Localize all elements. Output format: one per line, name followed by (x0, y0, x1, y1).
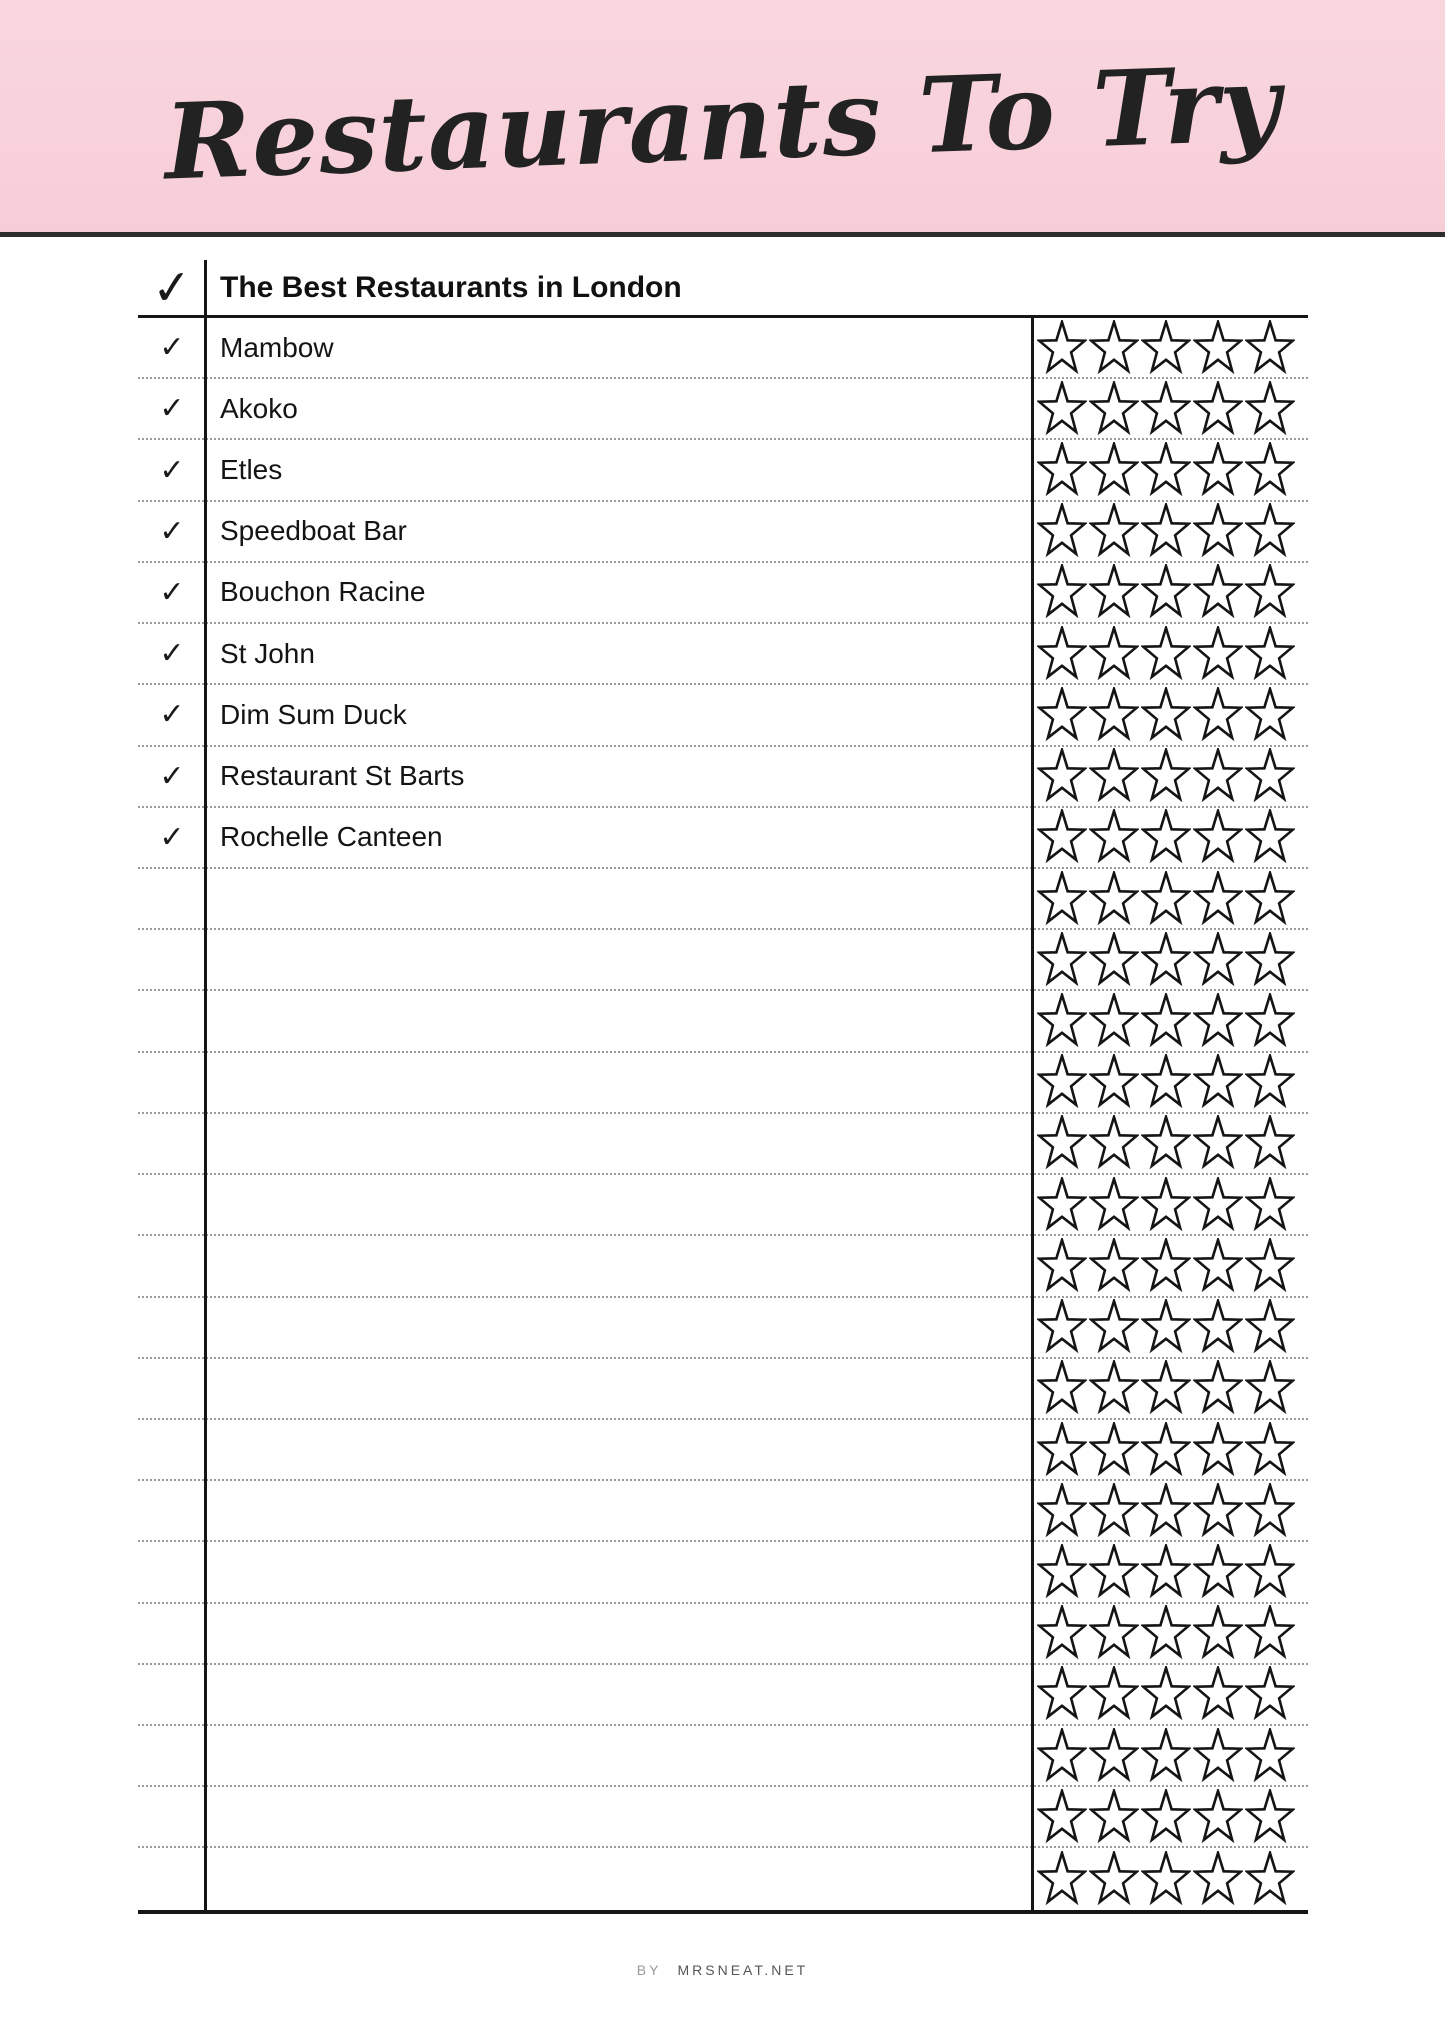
star-icon (1245, 381, 1295, 437)
star-icon (1037, 1238, 1087, 1294)
star-icon (1089, 503, 1139, 559)
rating-stars (1033, 1175, 1308, 1234)
star-icon (1193, 809, 1243, 865)
star-icon (1037, 1177, 1087, 1233)
star-icon (1245, 1483, 1295, 1539)
star-icon (1193, 1789, 1243, 1845)
row-checkmark-icon (138, 1787, 206, 1846)
star-icon (1037, 809, 1087, 865)
star-icon (1245, 1666, 1295, 1722)
rating-stars (1033, 747, 1308, 806)
list-item (138, 808, 1308, 869)
restaurant-name (206, 1665, 1033, 1724)
list-item (138, 563, 1308, 624)
rating-stars (1033, 1848, 1308, 1909)
row-checkmark-icon (138, 1175, 206, 1234)
star-icon (1141, 1299, 1191, 1355)
star-icon (1193, 1299, 1243, 1355)
star-icon (1089, 687, 1139, 743)
row-checkmark-icon (138, 1236, 206, 1295)
row-checkmark-icon (138, 1298, 206, 1357)
star-icon (1089, 748, 1139, 804)
restaurant-name (206, 930, 1033, 989)
list-item (138, 869, 1308, 930)
list-item (138, 1726, 1308, 1787)
star-icon (1193, 1483, 1243, 1539)
star-icon (1037, 381, 1087, 437)
list-item (138, 1542, 1308, 1603)
star-icon (1141, 1483, 1191, 1539)
star-icon (1245, 871, 1295, 927)
star-icon (1245, 687, 1295, 743)
star-icon (1141, 809, 1191, 865)
star-icon (1141, 687, 1191, 743)
restaurant-name (206, 1848, 1033, 1909)
star-icon (1089, 1238, 1139, 1294)
rating-stars (1033, 1787, 1308, 1846)
star-icon (1141, 1238, 1191, 1294)
row-checkmark-icon (138, 1114, 206, 1173)
row-checkmark-icon (138, 1359, 206, 1418)
footer-site-label: MRSNEAT.NET (677, 1962, 809, 1978)
star-icon (1245, 503, 1295, 559)
star-icon (1245, 1299, 1295, 1355)
star-icon (1089, 1728, 1139, 1784)
rating-stars (1033, 379, 1308, 438)
list-item (138, 991, 1308, 1052)
star-icon (1089, 1789, 1139, 1845)
star-icon (1141, 626, 1191, 682)
list-item (138, 1848, 1308, 1909)
star-icon (1037, 564, 1087, 620)
header-checkmark-icon: ✓ (149, 258, 195, 317)
star-icon (1089, 1851, 1139, 1907)
rating-stars (1033, 685, 1308, 744)
list-item (138, 1298, 1308, 1359)
star-icon (1037, 993, 1087, 1049)
row-checkmark-icon (138, 1726, 206, 1785)
restaurant-checklist (138, 260, 1308, 1914)
star-icon (1089, 1299, 1139, 1355)
list-item (138, 1053, 1308, 1114)
star-icon (1089, 320, 1139, 376)
star-icon (1193, 1422, 1243, 1478)
star-icon (1037, 626, 1087, 682)
rating-stars (1033, 869, 1308, 928)
list-item (138, 685, 1308, 746)
page-title: Restaurants To Try (162, 41, 1283, 203)
restaurant-name (206, 1420, 1033, 1479)
star-icon (1193, 1360, 1243, 1416)
star-icon (1089, 871, 1139, 927)
rating-column-divider (1031, 318, 1034, 1914)
star-icon (1037, 1115, 1087, 1171)
rating-stars (1033, 624, 1308, 683)
star-icon (1193, 932, 1243, 988)
list-item (138, 1787, 1308, 1848)
star-icon (1141, 1666, 1191, 1722)
star-icon (1245, 1360, 1295, 1416)
star-icon (1193, 993, 1243, 1049)
star-icon (1037, 687, 1087, 743)
restaurant-name (206, 1604, 1033, 1663)
row-checkmark-icon: ✓ (159, 391, 185, 427)
restaurant-name: Dim Sum Duck (220, 698, 407, 730)
star-icon (1141, 1544, 1191, 1600)
row-checkmark-icon: ✓ (159, 574, 185, 610)
star-icon (1193, 748, 1243, 804)
restaurant-name (206, 1726, 1033, 1785)
star-icon (1193, 442, 1243, 498)
list-item (138, 1175, 1308, 1236)
star-icon (1037, 932, 1087, 988)
restaurant-name: St John (220, 637, 315, 669)
star-icon (1141, 1789, 1191, 1845)
star-icon (1037, 320, 1087, 376)
star-icon (1141, 871, 1191, 927)
list-item (138, 1114, 1308, 1175)
row-checkmark-icon (138, 1420, 206, 1479)
star-icon (1037, 1728, 1087, 1784)
star-icon (1245, 564, 1295, 620)
row-checkmark-icon (138, 991, 206, 1050)
star-icon (1193, 503, 1243, 559)
star-icon (1089, 626, 1139, 682)
list-item (138, 379, 1308, 440)
star-icon (1245, 1054, 1295, 1110)
row-checkmark-icon (138, 869, 206, 928)
star-icon (1193, 1728, 1243, 1784)
restaurant-name (206, 1114, 1033, 1173)
star-icon (1089, 381, 1139, 437)
star-icon (1089, 1177, 1139, 1233)
star-icon (1193, 1544, 1243, 1600)
restaurant-name: Etles (220, 454, 283, 486)
star-icon (1141, 1360, 1191, 1416)
rating-stars (1033, 318, 1308, 377)
star-icon (1141, 1422, 1191, 1478)
star-icon (1193, 1054, 1243, 1110)
row-checkmark-icon (138, 1848, 206, 1909)
star-icon (1141, 564, 1191, 620)
star-icon (1245, 932, 1295, 988)
star-icon (1037, 1544, 1087, 1600)
row-checkmark-icon: ✓ (159, 330, 185, 366)
star-icon (1089, 1544, 1139, 1600)
rating-stars (1033, 502, 1308, 561)
star-icon (1245, 1177, 1295, 1233)
star-icon (1245, 1544, 1295, 1600)
star-icon (1193, 1177, 1243, 1233)
restaurant-name (206, 1298, 1033, 1357)
page-banner (0, 0, 1445, 237)
star-icon (1089, 1054, 1139, 1110)
checklist-title: The Best Restaurants in London (220, 270, 682, 304)
rating-stars (1033, 1053, 1308, 1112)
star-icon (1037, 1360, 1087, 1416)
rating-stars (1033, 1481, 1308, 1540)
star-icon (1037, 1299, 1087, 1355)
row-checkmark-icon: ✓ (159, 697, 185, 733)
star-icon (1193, 1605, 1243, 1661)
restaurant-name (206, 1481, 1033, 1540)
star-icon (1037, 1851, 1087, 1907)
list-item (138, 1236, 1308, 1297)
star-icon (1037, 871, 1087, 927)
star-icon (1245, 1115, 1295, 1171)
star-icon (1193, 320, 1243, 376)
star-icon (1141, 1605, 1191, 1661)
restaurant-name (206, 1175, 1033, 1234)
row-checkmark-icon (138, 1481, 206, 1540)
rating-stars (1033, 1236, 1308, 1295)
rating-stars (1033, 1542, 1308, 1601)
star-icon (1037, 442, 1087, 498)
row-checkmark-icon (138, 1053, 206, 1112)
restaurant-name (206, 1236, 1033, 1295)
star-icon (1089, 1605, 1139, 1661)
star-icon (1089, 1115, 1139, 1171)
star-icon (1245, 1422, 1295, 1478)
restaurant-name: Bouchon Racine (220, 576, 426, 608)
row-checkmark-icon: ✓ (159, 758, 185, 794)
rating-stars (1033, 440, 1308, 499)
list-item (138, 930, 1308, 991)
rating-stars (1033, 991, 1308, 1050)
star-icon (1141, 1728, 1191, 1784)
list-item (138, 1604, 1308, 1665)
star-icon (1089, 993, 1139, 1049)
star-icon (1193, 871, 1243, 927)
star-icon (1245, 320, 1295, 376)
star-icon (1089, 1422, 1139, 1478)
page-footer (0, 1962, 1445, 1978)
restaurant-name (206, 1359, 1033, 1418)
restaurant-name: Speedboat Bar (220, 515, 407, 547)
list-item (138, 624, 1308, 685)
restaurant-name: Akoko (220, 392, 298, 424)
star-icon (1141, 320, 1191, 376)
star-icon (1141, 1054, 1191, 1110)
star-icon (1245, 993, 1295, 1049)
star-icon (1141, 442, 1191, 498)
restaurant-name (206, 1542, 1033, 1601)
star-icon (1193, 1851, 1243, 1907)
star-icon (1089, 1483, 1139, 1539)
rating-stars (1033, 1726, 1308, 1785)
restaurant-name (206, 991, 1033, 1050)
list-item (138, 318, 1308, 379)
checklist-header (138, 260, 1308, 318)
star-icon (1245, 1605, 1295, 1661)
rating-stars (1033, 1604, 1308, 1663)
star-icon (1037, 1483, 1087, 1539)
star-icon (1193, 626, 1243, 682)
footer-by-label: BY (636, 1962, 662, 1978)
star-icon (1245, 1851, 1295, 1907)
checklist-rows (138, 318, 1308, 1914)
star-icon (1141, 1115, 1191, 1171)
star-icon (1193, 687, 1243, 743)
list-item (138, 1359, 1308, 1420)
row-checkmark-icon: ✓ (159, 513, 185, 549)
star-icon (1089, 932, 1139, 988)
row-checkmark-icon: ✓ (159, 452, 185, 488)
list-item (138, 1665, 1308, 1726)
row-checkmark-icon (138, 1665, 206, 1724)
rating-stars (1033, 1114, 1308, 1173)
star-icon (1193, 381, 1243, 437)
star-icon (1037, 748, 1087, 804)
star-icon (1193, 1115, 1243, 1171)
list-item (138, 747, 1308, 808)
row-checkmark-icon (138, 1542, 206, 1601)
list-item (138, 1420, 1308, 1481)
star-icon (1141, 503, 1191, 559)
restaurant-name (206, 1053, 1033, 1112)
star-icon (1037, 1422, 1087, 1478)
star-icon (1141, 993, 1191, 1049)
star-icon (1245, 442, 1295, 498)
star-icon (1245, 1238, 1295, 1294)
star-icon (1089, 564, 1139, 620)
checkmark-column-divider (204, 260, 207, 1914)
star-icon (1141, 1177, 1191, 1233)
star-icon (1245, 748, 1295, 804)
row-checkmark-icon (138, 930, 206, 989)
star-icon (1141, 932, 1191, 988)
rating-stars (1033, 1298, 1308, 1357)
star-icon (1037, 1605, 1087, 1661)
star-icon (1141, 748, 1191, 804)
star-icon (1245, 626, 1295, 682)
star-icon (1089, 809, 1139, 865)
star-icon (1037, 503, 1087, 559)
star-icon (1245, 1728, 1295, 1784)
star-icon (1245, 809, 1295, 865)
star-icon (1089, 1360, 1139, 1416)
row-checkmark-icon (138, 1604, 206, 1663)
restaurant-name: Rochelle Canteen (220, 821, 443, 853)
restaurant-name: Restaurant St Barts (220, 760, 465, 792)
list-item (138, 502, 1308, 563)
star-icon (1141, 1851, 1191, 1907)
star-icon (1037, 1789, 1087, 1845)
restaurant-name (206, 869, 1033, 928)
star-icon (1193, 1666, 1243, 1722)
rating-stars (1033, 1665, 1308, 1724)
rating-stars (1033, 1420, 1308, 1479)
list-item (138, 440, 1308, 501)
star-icon (1089, 442, 1139, 498)
star-icon (1141, 381, 1191, 437)
rating-stars (1033, 808, 1308, 867)
rating-stars (1033, 563, 1308, 622)
list-item (138, 1481, 1308, 1542)
restaurant-name (206, 1787, 1033, 1846)
rating-stars (1033, 1359, 1308, 1418)
star-icon (1037, 1054, 1087, 1110)
star-icon (1089, 1666, 1139, 1722)
star-icon (1245, 1789, 1295, 1845)
star-icon (1037, 1666, 1087, 1722)
row-checkmark-icon: ✓ (159, 819, 185, 855)
star-icon (1193, 564, 1243, 620)
restaurant-name: Mambow (220, 331, 334, 363)
rating-stars (1033, 930, 1308, 989)
star-icon (1193, 1238, 1243, 1294)
row-checkmark-icon: ✓ (159, 636, 185, 672)
